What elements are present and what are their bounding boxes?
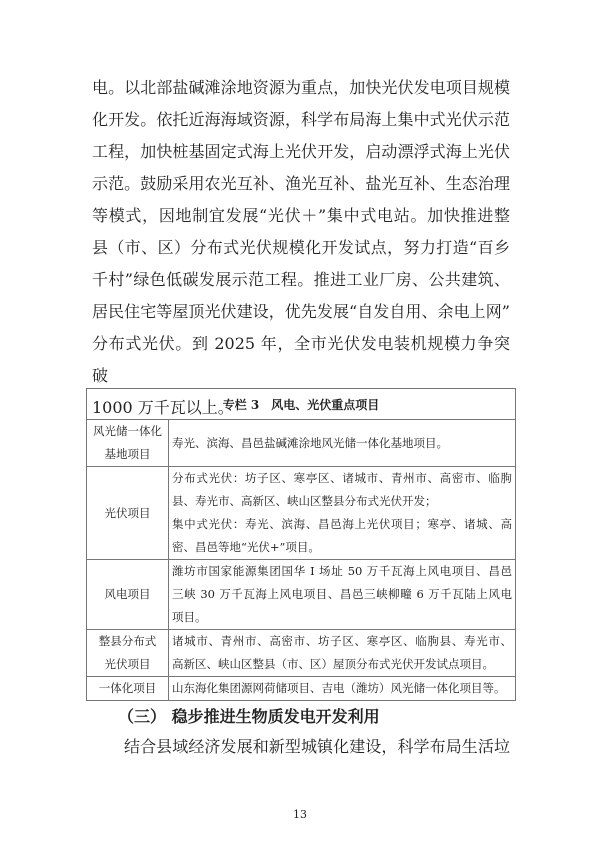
text-line: 1000 万千瓦以上。 [92, 398, 234, 417]
row-content [169, 420, 516, 467]
text-line: 工程，加快桩基固定式海上光伏开发，启动漂浮式海上光伏 [92, 142, 510, 161]
text-line: 示范。鼓励采用农光互补、渔光互补、盐光互补、生态治理 [92, 174, 510, 193]
content-line: 三峡 30 万千瓦海上风电项目、昌邑三峡柳疃 6 万千瓦陆上风电 [172, 587, 512, 601]
content-line: 项目。 [172, 610, 207, 624]
content-line: 寿光、滨海、昌邑盐碱滩涂地风光储一体化基地项目。 [172, 435, 448, 450]
project-table [86, 388, 516, 701]
content-line: 潍坊市国家能源集团国华 I 场址 50 万千瓦海上风电项目、昌邑 [172, 564, 512, 578]
category-line: 基地项目 [104, 447, 151, 461]
content-line: 集中式光伏：寿光、滨海、昌邑海上光伏项目；寒亭、诸城、高 [172, 517, 512, 531]
table-row [87, 677, 516, 701]
text-line: 县（市、区）分布式光伏规模化开发试点，努力打造“百乡 [92, 238, 510, 257]
content-line: 县、寿光市、高新区、峡山区整县分布式光伏开发； [172, 494, 437, 508]
table-row [87, 560, 516, 630]
content-line: 密、昌邑等地“光伏+”项目。 [172, 540, 320, 554]
text-line: 化开发。依托近海海域资源，科学布局海上集中式光伏示范 [92, 110, 510, 129]
table-title-row [87, 389, 516, 420]
content-line: 诸城市、青州市、高密市、坊子区、寒亭区、临朐县、寿光市、 [172, 634, 512, 648]
text-line: 居民住宅等屋顶光伏建设，优先发展“自发自用、余电上网” [92, 302, 510, 321]
page-number: 13 [293, 808, 307, 821]
category-line: 光伏项目 [104, 657, 151, 671]
row-category [87, 467, 169, 560]
table-title: 专栏 3 风电、光伏重点项目 [87, 389, 516, 420]
category-line: 一体化项目 [98, 681, 157, 695]
content-line: 高新区、峡山区整县（市、区）屋顶分布式光伏开发试点项目。 [172, 657, 494, 671]
row-category [87, 630, 169, 677]
section-heading: （三） 稳步推进生物质发电开发利用 [118, 707, 380, 726]
row-content [169, 560, 516, 630]
text-line: 等模式，因地制宜发展“光伏＋”集中式电站。加快推进整 [92, 206, 510, 225]
body-paragraph [92, 72, 510, 424]
category-line: 整县分布式 [98, 634, 157, 648]
row-category [87, 560, 169, 630]
text-line: 结合县域经济发展和新型城镇化建设，科学布局生活垃 [124, 737, 510, 756]
body-paragraph-2 [124, 731, 510, 763]
table-row [87, 467, 516, 560]
row-category [87, 420, 169, 467]
category-line: 风电项目 [104, 587, 151, 601]
text-line: 电。以北部盐碱滩涂地资源为重点，加快光伏发电项目规模 [92, 78, 510, 97]
row-content [169, 467, 516, 560]
content-line: 山东海化集团源网荷储项目、吉电（潍坊）风光储一体化项目等。 [172, 681, 506, 695]
row-content [169, 630, 516, 677]
category-line: 光伏项目 [104, 505, 151, 520]
category-line: 风光储一体化 [93, 424, 162, 438]
text-line: 千村”绿色低碳发展示范工程。推进工业厂房、公共建筑、 [92, 270, 510, 289]
lower-content [86, 388, 516, 763]
table-row [87, 630, 516, 677]
row-content [169, 677, 516, 701]
text-line: 分布式光伏。到 2025 年，全市光伏发电装机规模力争突破 [92, 334, 510, 385]
table-row [87, 420, 516, 467]
row-category [87, 677, 169, 701]
content-line: 分布式光伏：坊子区、寒亭区、诸城市、青州市、高密市、临朐 [172, 471, 512, 485]
